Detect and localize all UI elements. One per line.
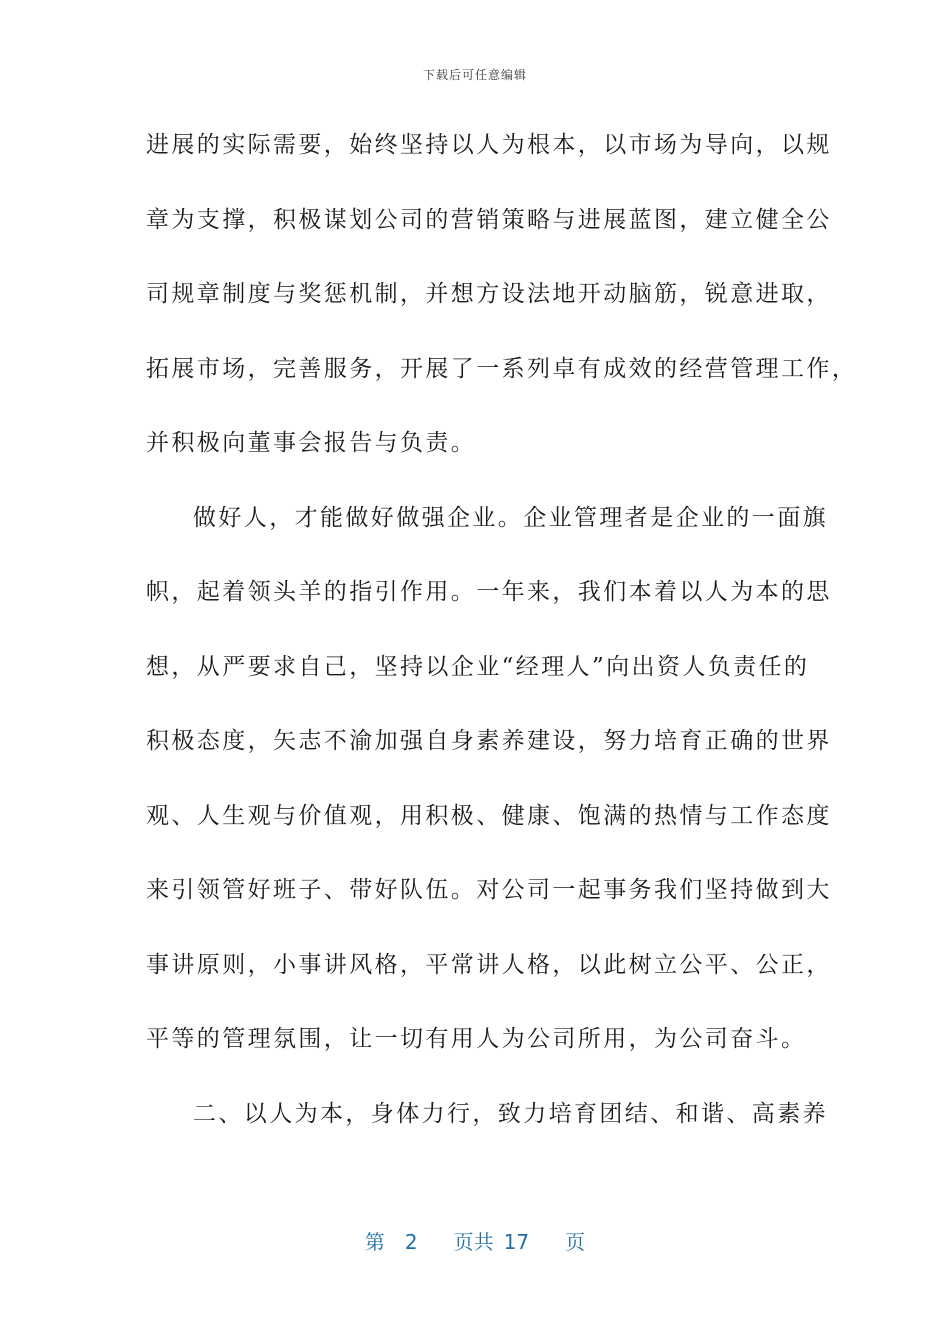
text-line: 想，从严要求自己，坚持以企业“经理人”向出资人负责任的 <box>146 653 810 680</box>
text-line: 平等的管理氛围，让一切有用人为公司所用，为公司奋斗。 <box>146 1026 807 1052</box>
text-line: 进展的实际需要，始终坚持以人为根本，以市场为导向，以规 <box>146 132 832 158</box>
page-footer <box>0 1226 950 1255</box>
paragraph-start-line: 做好人，才能做好做强企业。企业管理者是企业的一面旗 <box>193 504 828 531</box>
text-line: 拓展市场，完善服务，开展了一系列卓有成效的经营管理工作， <box>146 355 858 382</box>
footer-total-pages: 17 <box>503 1230 530 1254</box>
section-heading-line: 二、以人为本，身体力行，致力培育团结、和谐、高素养 <box>193 1100 828 1127</box>
text-line: 司规章制度与奖惩机制，并想方设法地开动脑筋，锐意进取， <box>146 281 832 307</box>
footer-suffix: 页 <box>565 1230 586 1254</box>
text-line: 帜，起着领头羊的指引作用。一年来，我们本着以人为本的思 <box>146 579 832 605</box>
text-line: 来引领管好班子、带好队伍。对公司一起事务我们坚持做到大 <box>146 877 832 903</box>
footer-middle: 页共 <box>453 1230 494 1254</box>
body-text <box>146 122 858 1165</box>
text-line: 并积极向董事会报告与负责。 <box>146 430 477 456</box>
text-line: 事讲原则，小事讲风格，平常讲人格，以此树立公平、公正， <box>146 951 832 978</box>
footer-current-page: 2 <box>404 1230 418 1254</box>
text-line: 观、人生观与价值观，用积极、健康、饱满的热情与工作态度 <box>146 802 832 829</box>
text-line: 章为支撑，积极谋划公司的营销策略与进展蓝图，建立健全公 <box>146 206 832 233</box>
header-note: 下载后可任意编辑 <box>422 68 527 82</box>
text-line: 积极态度，矢志不渝加强自身素养建设，努力培育正确的世界 <box>146 728 832 754</box>
footer-prefix: 第 <box>364 1230 385 1254</box>
